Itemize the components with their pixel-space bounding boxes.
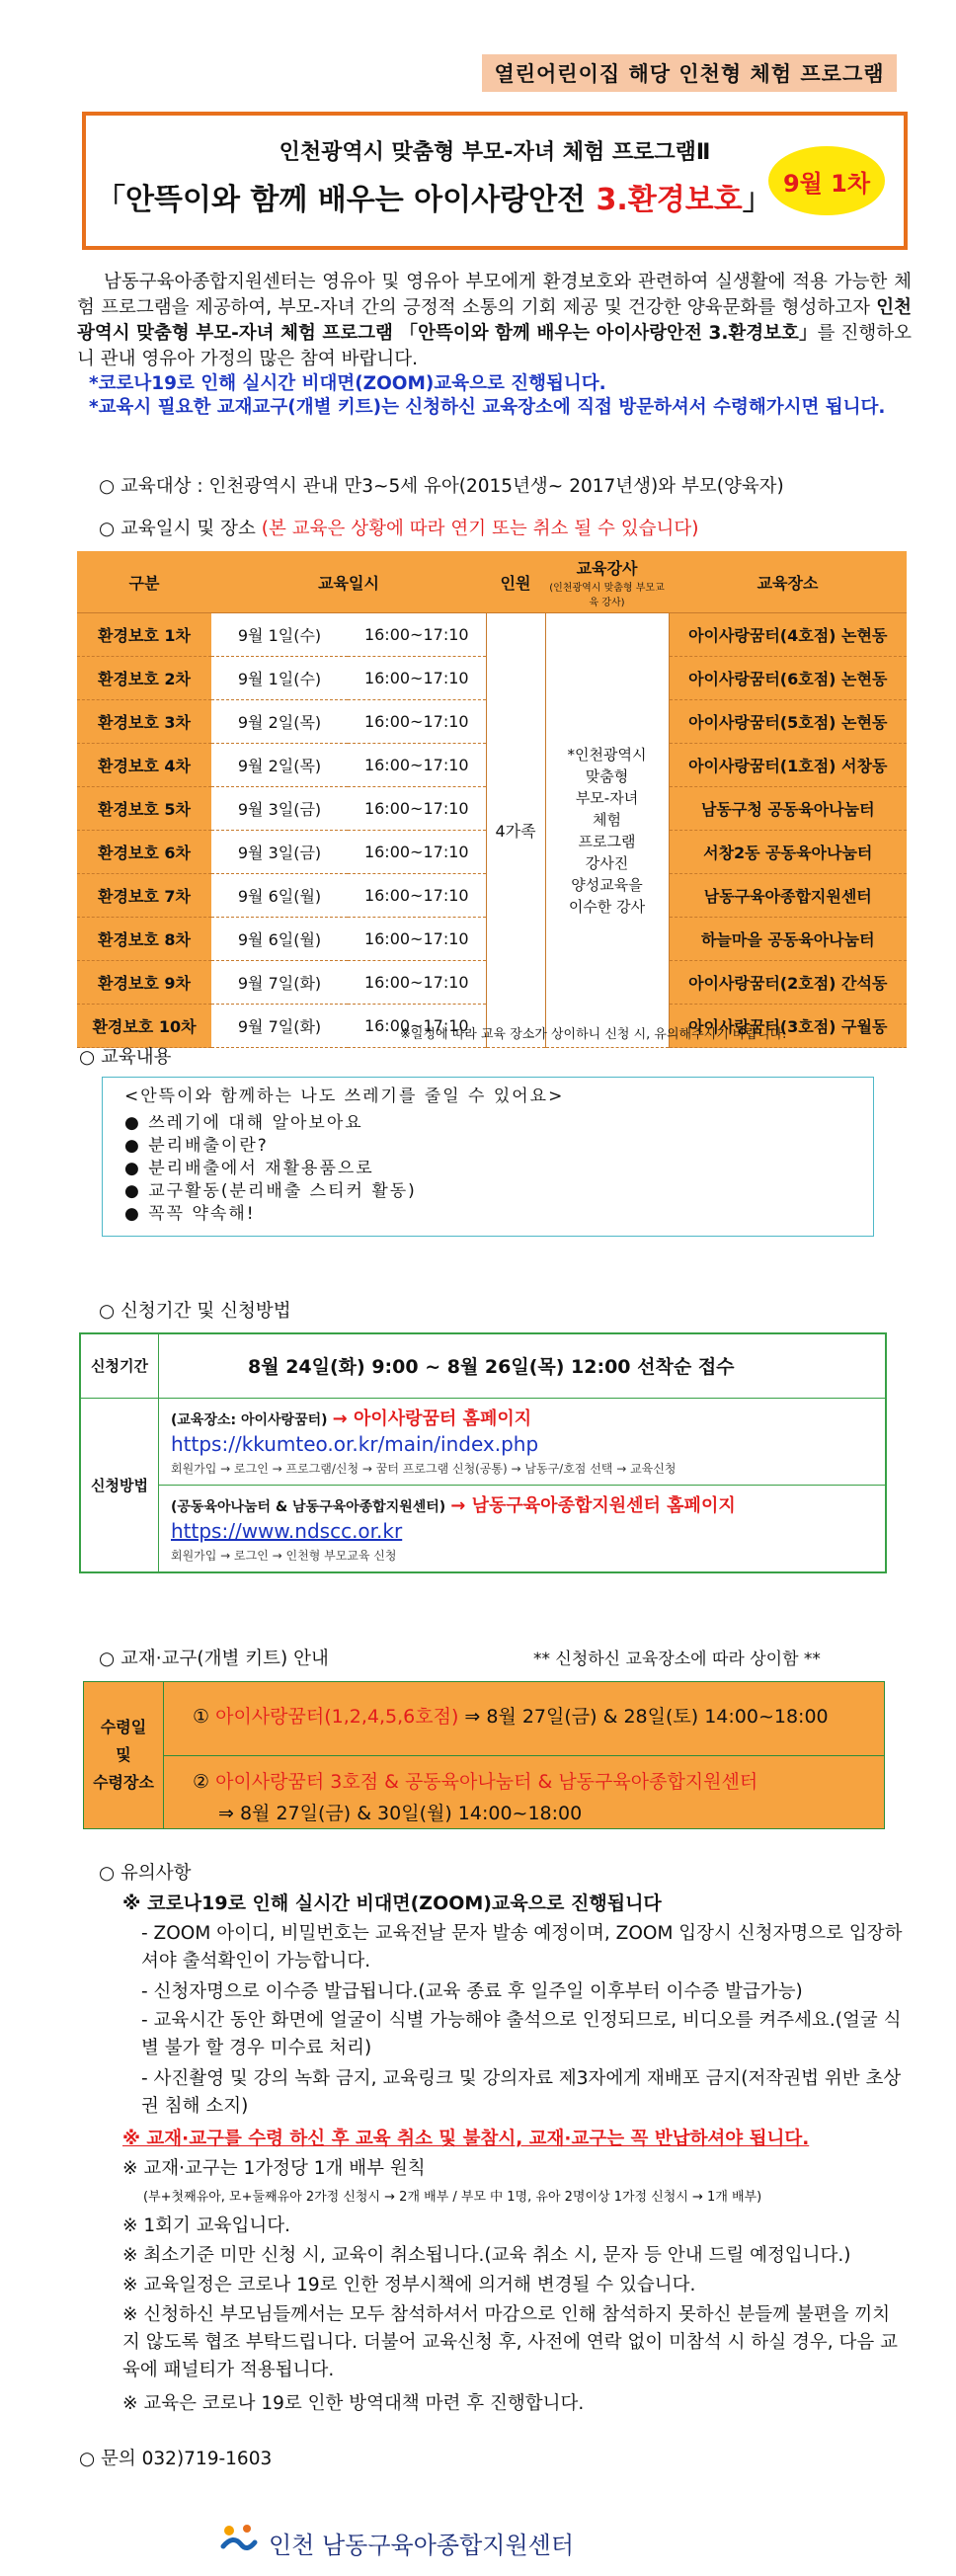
instructor-cell: *인천광역시 맞춤형 부모-자녀 체험 프로그램 강사진 양성교육을 이수한 강사: [545, 613, 669, 1048]
table-row: 환경보호 7차 9월 6일(월) 16:00~17:10 남동구육아종합지원센터: [77, 874, 907, 918]
apply-title: ○ 신청기간 및 신청방법: [99, 1301, 291, 1322]
header-capacity: 인원: [486, 551, 545, 613]
kit-row-2-time: ⇒ 8월 27일(금) & 30일(월) 14:00~18:00: [218, 1803, 583, 1824]
list-item: ● 쓰레기에 대해 알아보아요: [124, 1113, 363, 1133]
apply-table: [79, 1332, 887, 1573]
schedule-footnote: ※일정에 따라 교육 장소가 상이하니 신청 시, 유의해주시기 바랍니다.: [400, 1027, 787, 1042]
method-label: 신청방법: [80, 1398, 159, 1572]
zoom-note: *코로나19로 인해 실시간 비대면(ZOOM)교육으로 진행됩니다.: [89, 373, 606, 394]
caution-video: - 교육시간 동안 화면에 얼굴이 식별 가능해야 출석으로 인정되므로, 비디오를 켜주세요.(얼굴 식별 불가 할 경우 미수료 처리): [141, 2010, 902, 2058]
kit-title: ○ 교재·교구(개별 키트) 안내: [99, 1649, 329, 1669]
kkumteo-link[interactable]: https://kkumteo.or.kr/main/index.php: [171, 1431, 539, 1456]
list-item: ● 분리배출에서 재활용품으로: [124, 1159, 374, 1178]
caution-recording: - 사진촬영 및 강의 녹화 금지, 교육링크 및 강의자료 제3자에게 재배포 금지(저작권법 위반 초상권 침해 소지): [141, 2068, 902, 2117]
caution-schedule: ※ 교육일정은 코로나 19로 인한 정부시책에 의거해 변경될 수 있습니다.: [122, 2275, 696, 2295]
kit-box: [83, 1681, 885, 1829]
schedule-table: [77, 551, 907, 1048]
content-title: ○ 교육내용: [79, 1047, 172, 1068]
caution-minimum: ※ 최소기준 미만 신청 시, 교육이 취소됩니다.(교육 취소 시, 문자 등 안내 드릴 예정입니다.): [122, 2245, 851, 2266]
kit-label: 수령일 및 수령장소: [84, 1682, 164, 1828]
table-row: 환경보호 10차 9월 7일(화) 16:00~17:10 아이사랑꿈터(3호점) 구월동: [77, 1005, 907, 1048]
header-datetime: 교육일시: [211, 551, 486, 613]
method-kkumteo: (교육장소: 아이사랑꿈터) → 아이사랑꿈터 홈페이지 https://kkumteo.or.kr/main/index.php 회원가입 → 로그인 → 프로그램/신청 → 꿈터 프로그램 신청(공통) → 남동구/호점 선택 → 교육신청: [159, 1399, 885, 1486]
center-logo-icon: [219, 2521, 259, 2556]
kit-row-1: ① 아이사랑꿈터(1,2,4,5,6호점) ⇒ 8월 27일(금) & 28일(토) 14:00~18:00: [193, 1706, 829, 1728]
intro-paragraph: 남동구육아종합지원센터는 영유아 및 영유아 부모에게 환경보호와 관련하여 실생활에 적용 가능한 체험 프로그램을 제공하여, 부모-자녀 간의 긍정적 소통의 기회 제공 및 건강한 양육문화를 형성하고자 인천광역시 맞춤형 부모-자녀 체험 프로그램 「안뜩이와 함께 배우는 아이사랑안전 3.환경보호」를 진행하오니 관내 영유아 가정의 많은 참여 바랍니다.: [77, 272, 912, 369]
list-item: ● 교구활동(분리배출 스티커 활동): [124, 1181, 417, 1201]
table-row: 환경보호 6차 9월 3일(금) 16:00~17:10 서창2동 공동육아나눔터: [77, 831, 907, 874]
table-row: 환경보호 2차 9월 1일(수) 16:00~17:10 아이사랑꿈터(6호점) 논현동: [77, 657, 907, 700]
kit-divider: [163, 1755, 884, 1756]
list-item: ● 꼭꼭 약속해!: [124, 1204, 256, 1224]
caution-session: ※ 1회기 교육입니다.: [122, 2215, 291, 2236]
table-row: 환경보호 4차 9월 2일(목) 16:00~17:10 아이사랑꿈터(1호점) 서창동: [77, 744, 907, 787]
program-badge: 열린어린이집 해당 인천형 체험 프로그램: [482, 54, 897, 92]
table-row: 환경보호 8차 9월 6일(월) 16:00~17:10 하늘마을 공동육아나눔터: [77, 918, 907, 961]
caution-one-kit: ※ 교재·교구는 1가정당 1개 배부 원칙: [122, 2158, 426, 2179]
capacity-cell: 4가족: [486, 613, 545, 1048]
kit-title-note: ** 신청하신 교육장소에 따라 상이함 **: [533, 1650, 821, 1669]
content-box: [102, 1077, 874, 1237]
caution-attendance: ※ 신청하신 부모님들께서는 모두 참석하셔서 마감으로 인해 참석하지 못하신 분들께 불편을 끼치지 않도록 협조 부탁드립니다. 더불어 교육신청 후, 사전에 연락 없이 미참석 시 하실 경우, 다음 교육에 패널티가 적용됩니다.: [122, 2304, 898, 2380]
contact-line: ○ 문의 032)719-1603: [79, 2449, 273, 2469]
table-row: 환경보호 1차 9월 1일(수) 16:00~17:10 4가족 *인천광역시 맞춤형 부모-자녀 체험 프로그램 강사진 양성교육을 이수한 강사 아이사랑꿈터(4호점) 논현동: [77, 613, 907, 657]
table-row: 환경보호 9차 9월 7일(화) 16:00~17:10 아이사랑꿈터(2호점) 간석동: [77, 961, 907, 1005]
period-label: 신청기간: [80, 1333, 159, 1398]
caution-quarantine: ※ 교육은 코로나 19로 인한 방역대책 마련 후 진행합니다.: [122, 2393, 585, 2414]
list-item: ● 분리배출이란?: [124, 1136, 269, 1156]
target-line: ○ 교육대상 : 인천광역시 관내 만3~5세 유아(2015년생~ 2017년생)와 부모(양육자): [99, 476, 784, 497]
ndscc-link[interactable]: https://www.ndscc.or.kr: [171, 1518, 403, 1543]
schedule-title: ○ 교육일시 및 장소 (본 교육은 상황에 따라 연기 또는 취소 될 수 있습니다): [99, 519, 699, 539]
caution-zoom: ※ 코로나19로 인해 실시간 비대면(ZOOM)교육으로 진행됩니다: [122, 1892, 662, 1914]
session-sticker: 9월 1차: [768, 146, 885, 215]
header-instructor: 교육강사 (인천광역시 맞춤형 부모교육 강사): [545, 551, 669, 613]
caution-return: ※ 교재·교구를 수령 하신 후 교육 취소 및 불참시, 교재·교구는 꼭 반납하셔야 됩니다.: [122, 2129, 810, 2149]
apply-period: 8월 24일(화) 9:00 ~ 8월 26일(목) 12:00 선착순 접수: [159, 1333, 887, 1398]
caution-one-kit-detail: (부+첫째유아, 모+둘째유아 2가정 신청시 → 2개 배부 / 부모 中 1명, 유아 2명이상 1가정 신청시 → 1개 배부): [143, 2190, 762, 2205]
header-place: 교육장소: [669, 551, 907, 613]
kit-row-2: ② 아이사랑꿈터 3호점 & 공동육아나눔터 & 남동구육아종합지원센터: [193, 1771, 758, 1793]
kit-note: *교육시 필요한 교재교구(개별 키트)는 신청하신 교육장소에 직접 방문하셔서 수령해가시면 됩니다.: [89, 397, 886, 418]
caution-zoom-id: - ZOOM 아이디, 비밀번호는 교육전날 문자 발송 예정이며, ZOOM 입장시 신청자명으로 입장하셔야 출석확인이 가능합니다.: [141, 1923, 903, 1972]
table-row: 환경보호 3차 9월 2일(목) 16:00~17:10 아이사랑꿈터(5호점) 논현동: [77, 700, 907, 744]
header-category: 구분: [77, 551, 211, 613]
content-box-title: <안뜩이와 함께하는 나도 쓰레기를 줄일 수 있어요>: [124, 1087, 565, 1106]
caution-certificate: - 신청자명으로 이수증 발급됩니다.(교육 종료 후 일주일 이후부터 이수증 발급가능): [141, 1981, 803, 2002]
title-line1: 인천광역시 맞춤형 부모-자녀 체험 프로그램Ⅱ: [279, 140, 711, 165]
method-ndscc: (공동육아나눔터 & 남동구육아종합지원센터) → 남동구육아종합지원센터 홈페이지 https://www.ndscc.or.kr 회원가입 → 로그인 → 인천형 부모교육 신청: [159, 1486, 885, 1571]
table-row: 환경보호 5차 9월 3일(금) 16:00~17:10 남동구청 공동육아나눔터: [77, 787, 907, 831]
footer-center-name: 인천 남동구육아종합지원센터: [269, 2532, 575, 2559]
title-line2: 「안뜩이와 함께 배우는 아이사랑안전 3.환경보호」: [96, 183, 772, 217]
cautions-title: ○ 유의사항: [99, 1863, 192, 1884]
